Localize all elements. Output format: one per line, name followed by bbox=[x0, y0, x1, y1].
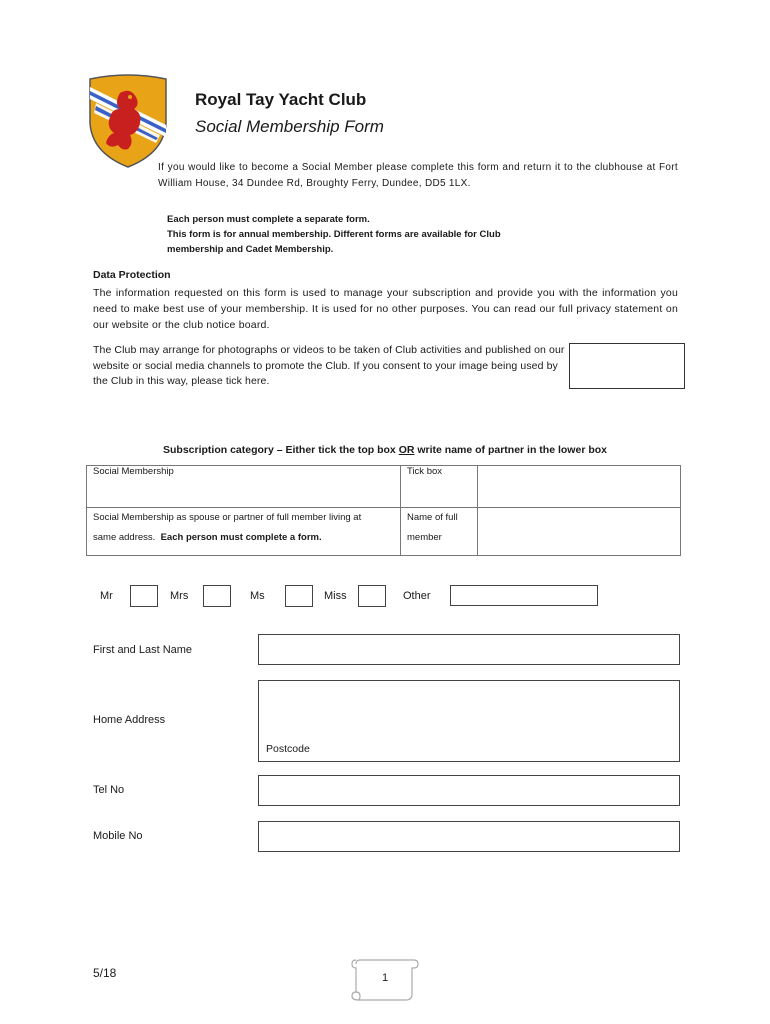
photo-consent-text: The Club may arrange for photographs or videos to be taken of Club activities and published on our website or social media channels to promote the Club. If you consent to your image being used by the Club in this way, please tick here. bbox=[93, 344, 565, 387]
data-protection-text: The information requested on this form is used to manage your subscription and provide you with the information you need to make best use of your membership. It is used for no other purposes. You can read our full privacy statement on our website or the club notice board. bbox=[93, 287, 678, 331]
form-subtitle: Social Membership Form bbox=[195, 117, 384, 136]
tel-label: Tel No bbox=[93, 784, 125, 796]
postcode-label: Postcode bbox=[266, 743, 310, 755]
address-label: Home Address bbox=[93, 714, 166, 726]
title-mr-box[interactable] bbox=[130, 585, 158, 607]
table-row bbox=[87, 508, 681, 556]
name-of-member-hint-a: Name of full bbox=[407, 512, 458, 523]
name-label: First and Last Name bbox=[93, 644, 193, 656]
photo-consent-tick-box[interactable] bbox=[569, 343, 685, 389]
form-notes bbox=[167, 212, 547, 257]
subscription-heading-post: write name of partner in the lower box bbox=[414, 444, 607, 456]
name-of-member-hint bbox=[401, 508, 478, 556]
partner-name-input-cell[interactable] bbox=[478, 508, 681, 556]
name-input[interactable] bbox=[258, 634, 680, 665]
social-membership-tick-cell[interactable] bbox=[478, 466, 681, 508]
subscription-heading bbox=[0, 444, 770, 456]
partner-membership-label bbox=[87, 508, 401, 556]
club-shield-logo bbox=[86, 73, 170, 169]
title-mr-label: Mr bbox=[100, 590, 113, 602]
scroll-page-icon bbox=[348, 958, 420, 1004]
partner-membership-label-text: Social Membership as spouse or partner of full member living at bbox=[93, 512, 362, 523]
partner-membership-label-cont: same address. bbox=[93, 532, 156, 543]
address-input[interactable] bbox=[258, 680, 680, 762]
mobile-label: Mobile No bbox=[93, 830, 143, 842]
social-membership-label: Social Membership bbox=[87, 466, 401, 508]
tel-input[interactable] bbox=[258, 775, 680, 806]
subscription-heading-pre: Subscription category – Either tick the top box bbox=[162, 444, 399, 456]
note-separate-form: Each person must complete a separate form. bbox=[167, 214, 370, 225]
mobile-input[interactable] bbox=[258, 821, 680, 852]
name-of-member-hint-b: member bbox=[407, 532, 442, 543]
partner-membership-bold-note: Each person must complete a form. bbox=[160, 532, 322, 543]
tick-box-hint: Tick box bbox=[401, 466, 478, 508]
page-title: Royal Tay Yacht Club bbox=[195, 90, 367, 109]
data-protection-heading: Data Protection bbox=[93, 269, 171, 281]
title-mrs-label: Mrs bbox=[170, 590, 189, 602]
title-ms-box[interactable] bbox=[285, 585, 313, 607]
title-mrs-box[interactable] bbox=[203, 585, 231, 607]
title-other-label: Other bbox=[403, 590, 431, 602]
table-row bbox=[87, 466, 681, 508]
subscription-heading-or: OR bbox=[398, 444, 415, 456]
title-ms-label: Ms bbox=[250, 590, 265, 602]
intro-text: If you would like to become a Social Member please complete this form and return it to the clubhouse at Fort William House, 34 Dundee Rd, Broughty Ferry, Dundee, DD5 1LX. bbox=[158, 162, 678, 189]
title-other-input[interactable] bbox=[450, 585, 598, 606]
page-number: 1 bbox=[382, 972, 389, 984]
footer-date: 5/18 bbox=[93, 966, 117, 980]
title-miss-box[interactable] bbox=[358, 585, 386, 607]
note-annual-membership: This form is for annual membership. Different forms are available for Club membership and Cadet Membership. bbox=[167, 229, 501, 255]
title-miss-label: Miss bbox=[324, 590, 347, 602]
subscription-table bbox=[86, 465, 681, 556]
